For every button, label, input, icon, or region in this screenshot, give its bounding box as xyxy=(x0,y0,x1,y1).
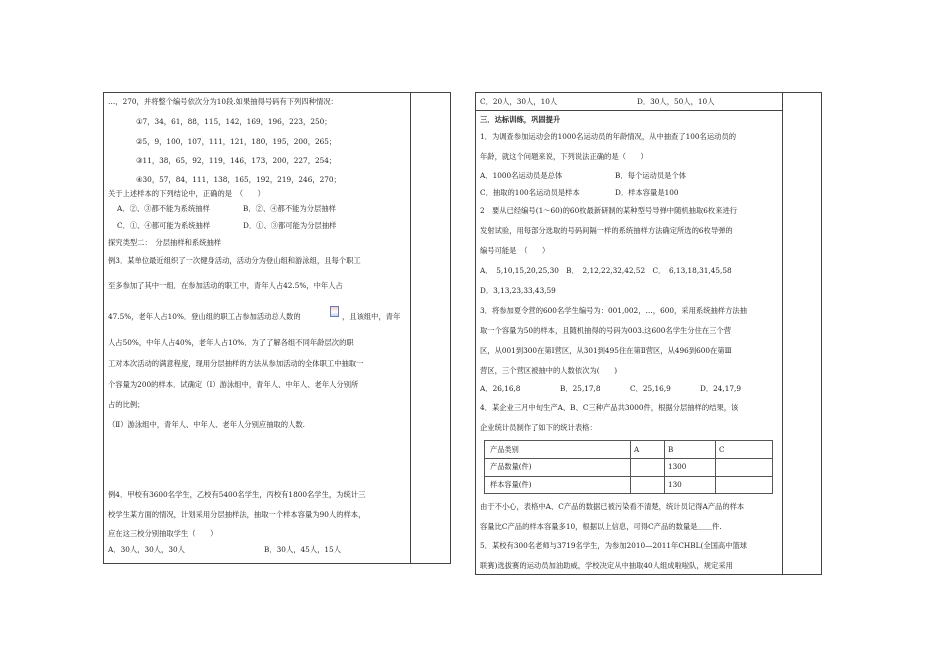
q1-option-a: A．1000名运动员是总体 xyxy=(480,171,563,180)
table-row2-label: 样本容量(件) xyxy=(490,480,532,489)
table-col-divider xyxy=(630,441,631,493)
example4-line3: 应在这三校分别抽取学生（ ） xyxy=(108,529,218,538)
q3-option-c: C．25,16,9 xyxy=(630,384,671,393)
q5-line1: 5．某校有300名老师与3719名学生，为参加2010—2011年CHBL(全国高中篮球 xyxy=(480,541,748,550)
example3-line3-cont: ，且该组中，青年 xyxy=(342,312,401,321)
q3-option-d: D．24,17,9 xyxy=(700,384,741,393)
table-header-c: C xyxy=(719,445,725,454)
example4-line1: 例4．甲校有3600名学生，乙校有5400名学生，丙校有1800名学生，为统计三 xyxy=(108,490,366,499)
left-option-d: D．①、③都可能为分层抽样 xyxy=(243,221,337,230)
q1-line2: 年龄，就这个问题来说，下列说法正确的是（ ） xyxy=(480,152,648,161)
example3-line5: 工对本次活动的满意程度，现用分层抽样的方法从参加活动的全体职工中抽取一 xyxy=(108,359,364,368)
example4-option-a: A．30人，30人，30人 xyxy=(108,545,185,554)
table-row2-b: 130 xyxy=(668,480,682,489)
explore-type-heading: 探究类型二： 分层抽样和系统抽样 xyxy=(108,238,222,247)
example3-line2: 至多参加了其中一组．在参加活动的职工中，青年人占42.5%，中年人占 xyxy=(108,281,343,290)
q3-option-b: B．25,17,8 xyxy=(560,384,601,393)
example4-option-b: B．30人，45人，15人 xyxy=(264,545,341,554)
left-margin-column-divider xyxy=(410,93,411,563)
q2-options-abc: A． 5,10,15,20,25,30 B． 2,12,22,32,42,52 C． 6,13,18,31,45,58 xyxy=(480,266,732,275)
q2-line1: 2 要从已经编号(1～60)的60枚最新研制的某种型号导弹中随机抽取6枚来进行 xyxy=(480,206,738,215)
q1-option-d: D．样本容量是100 xyxy=(615,188,679,197)
q3-line3: 区，从001到300在第Ⅰ营区，从301到495住在第Ⅱ营区，从496到600在第Ⅲ xyxy=(480,346,732,355)
left-line-question: 关于上述样本的下列结论中，正确的是 （ ） xyxy=(108,189,265,198)
q4-line1: 4．某企业三月中旬生产A、B、C三种产品共3000件，根据分层抽样的结果，该 xyxy=(480,403,739,412)
q2-line2: 发射试验，用每部分选取的号码间隔一样的系统抽样方法确定所选的6枚导弹的 xyxy=(480,226,733,235)
table-row-divider xyxy=(485,458,772,459)
table-header-a: A xyxy=(634,445,640,454)
example3-line6: 个容量为200的样本．试确定（Ⅰ）游泳组中，青年人、中年人、老年人分别所 xyxy=(108,380,359,389)
left-line-case1: ①7，34，61，88，115，142，169，196，223，250； xyxy=(136,117,332,126)
q1-line1: 1．为调查参加运动会的1000名运动员的年龄情况，从中抽查了100名运动员的 xyxy=(480,132,737,141)
table-col-divider xyxy=(715,441,716,493)
left-option-b: B．②、④都不能为分层抽样 xyxy=(243,204,336,213)
example3-line4: 人占50%，中年人占40%，老年人占10%．为了了解各组不同年龄层次的职 xyxy=(108,338,354,347)
section-three-heading: 三．达标训练，巩固提升 xyxy=(480,115,561,124)
q2-option-d: D．3,13,23,33,43,59 xyxy=(480,286,556,295)
q3-option-a: A．26,16,8 xyxy=(480,384,521,393)
left-option-c: C．①、④都可能为系统抽样 xyxy=(117,221,211,230)
q3-line4: 营区，三个营区被抽中的人数依次为( ) xyxy=(480,366,618,375)
q4-line2: 企业统计员制作了如下的统计表格： xyxy=(480,423,597,432)
q3-line1: 3．将参加夏令营的600名学生编号为：001,002，…，600，采用系统抽样方法抽 xyxy=(480,306,747,315)
q4-line3: 由于不小心，表格中A、C产品的数据已被污染看不清楚，统计员记得A产品的样本 xyxy=(480,502,745,511)
table-row-divider xyxy=(485,476,772,477)
example3-line1: 例3．某单位最近组织了一次健身活动，活动分为登山组和游泳组，且每个职工 xyxy=(108,256,361,265)
right-section-divider xyxy=(476,110,782,111)
right-option-c: C．20人，30人，10人 xyxy=(480,97,558,106)
embedded-formula-icon xyxy=(330,306,339,317)
q4-line4: 容量比C产品的样本容量多10，根据以上信息，可得C产品的数量是＿＿件. xyxy=(480,522,722,531)
left-line-case2: ②5，9，100，107，111，121，180，195，200，265； xyxy=(136,137,337,146)
left-line-case4: ④30，57，84，111，138，165，192，219，246，270； xyxy=(136,175,341,184)
q2-line3: 编号可能是 （ ） xyxy=(480,246,550,255)
left-option-a: A．②、③都不能为系统抽样 xyxy=(117,204,210,213)
table-header-b: B xyxy=(668,445,674,454)
table-col-divider xyxy=(664,441,665,493)
example3-line7: 占的比例； xyxy=(108,400,145,409)
table-header-category: 产品类别 xyxy=(490,445,519,454)
table-row1-label: 产品数量(件) xyxy=(490,462,532,471)
q3-line2: 取一个容量为50的样本，且随机抽得的号码为003.这600名学生分住在三个营 xyxy=(480,326,732,335)
right-margin-column-divider xyxy=(782,93,783,574)
example4-line2: 校学生某方面的情况，计划采用分层抽样法，抽取一个样本容量为90人的样本， xyxy=(108,510,366,519)
q1-option-c: C．抽取的100名运动员是样本 xyxy=(480,188,580,197)
q1-option-b: B．每个运动员是个体 xyxy=(615,171,687,180)
left-line-case3: ③11，38，65，92，119，146，173，200，227，254； xyxy=(136,156,337,165)
right-option-d: D．30人，50人，10人 xyxy=(637,97,715,106)
example3-line3: 47.5%，老年人占10%．登山组的职工占参加活动总人数的 xyxy=(108,312,301,321)
example3-line8: （Ⅱ）游泳组中，青年人、中年人、老年人分别应抽取的人数. xyxy=(108,420,305,429)
q5-line2: 联赛)选拔赛的运动员加油助威，学校决定从中抽取40人组成啦啦队，规定采用 xyxy=(480,561,733,570)
table-row1-b: 1300 xyxy=(668,462,687,471)
left-line-intro: …，270，并将整个编号依次分为10段.如果抽得号码有下列四种情况： xyxy=(108,97,338,106)
